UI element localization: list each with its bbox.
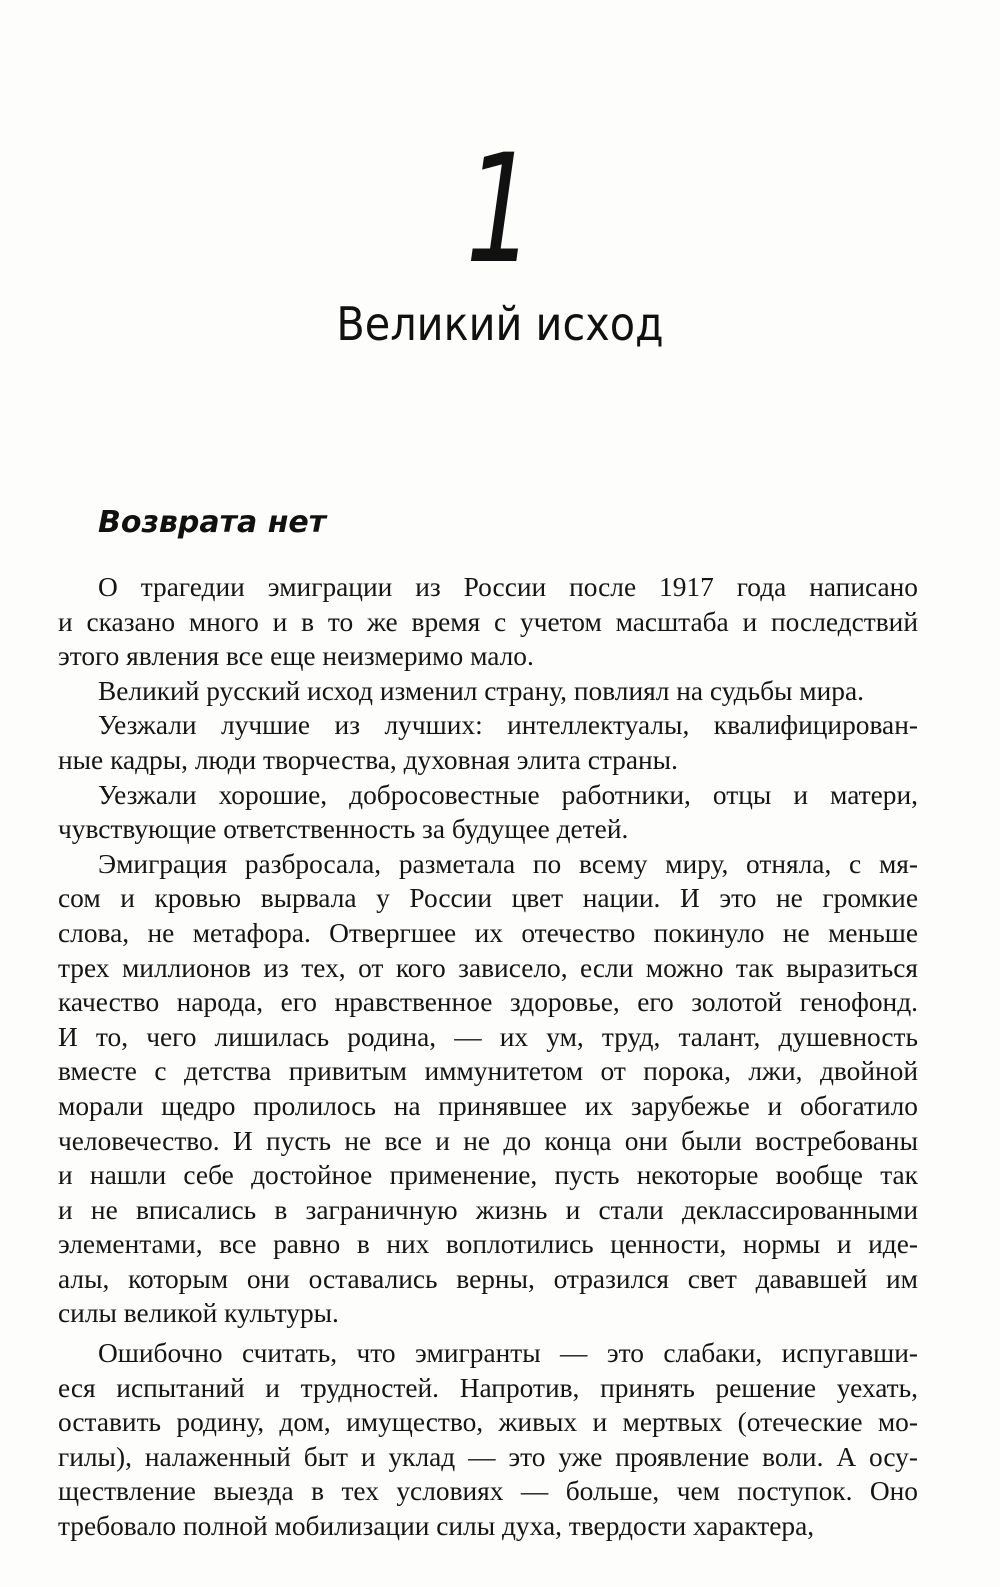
paragraph — [58, 847, 918, 1331]
text-line: Уезжали лучшие из лучших: интеллектуалы, квалифицирован- — [98, 710, 918, 741]
text-line: Великий русский исход изменил страну, повлиял на судьбы мира. — [98, 675, 864, 706]
text-line: и не вписались в заграничную жизнь и стали деклассированными — [58, 1194, 918, 1225]
text-line: требовало полной мобилизации силы духа, твердости характера, — [58, 1511, 815, 1542]
text-line: и нашли себе достойное применение, пусть некоторые вообще так — [58, 1160, 918, 1191]
text-line: гилы), налаженный быт и уклад — это уже проявление воли. А осу- — [58, 1441, 918, 1472]
text-line: оставить родину, дом, имущество, живых и мертвых (отеческие мо- — [58, 1407, 918, 1438]
paragraph — [58, 1336, 918, 1544]
text-line: вместе с детства привитым иммунитетом от порока, лжи, двойной — [58, 1056, 918, 1087]
text-line: ные кадры, люди творчества, духовная элита страны. — [58, 744, 678, 775]
text-line: морали щедро пролилось на принявшее их зарубежье и обогатило — [58, 1090, 918, 1121]
text-line: и сказано много и в то же время с учетом масштаба и последствий — [58, 606, 918, 637]
text-line: элементами, все равно в них воплотились ценности, нормы и иде- — [58, 1229, 918, 1260]
text-line: Уезжали хорошие, добросовестные работники, отцы и матери, — [98, 779, 918, 810]
paragraph — [58, 570, 918, 674]
text-line: слова, не метафора. Отвергшее их отечество покинуло не меньше — [58, 917, 918, 948]
text-line: Эмиграция разбросала, разметала по всему миру, отняла, с мя- — [98, 848, 918, 879]
text-line: еся испытаний и трудностей. Напротив, принять решение уехать, — [58, 1372, 918, 1403]
text-line: человечество. И пусть не все и не до конца они были востребованы — [58, 1125, 918, 1156]
text-line: Ошибочно считать, что эмигранты — это слабаки, испугавши- — [98, 1338, 918, 1369]
paragraph — [58, 674, 918, 709]
text-line: сом и кровью вырвала у России цвет нации. И это не громкие — [58, 883, 918, 914]
text-line: качество народа, его нравственное здоровье, его золотой генофонд. — [58, 987, 918, 1018]
text-line: этого явления все еще неизмеримо мало. — [58, 641, 534, 672]
chapter-title: Великий исход — [336, 297, 664, 351]
text-line: чувствующие ответственность за будущее детей. — [58, 814, 629, 845]
text-line: ществление выезда в тех условиях — больше, чем поступок. Оно — [58, 1476, 918, 1507]
text-line: трех миллионов из тех, от кого зависело, если можно так выразиться — [58, 952, 918, 983]
paragraph — [58, 778, 918, 847]
text-line: силы великой культуры. — [58, 1298, 339, 1329]
section-heading: Возврата нет — [98, 505, 327, 540]
text-line: алы, которым они оставались верны, отразился свет дававшей им — [58, 1263, 918, 1294]
paragraph — [58, 708, 918, 777]
chapter-number: 1 — [465, 123, 535, 297]
body-text — [58, 570, 918, 1544]
text-line: О трагедии эмиграции из России после 1917 года написано — [98, 572, 918, 602]
text-line: И то, чего лишилась родина, — их ум, труд, талант, душевность — [58, 1021, 918, 1052]
